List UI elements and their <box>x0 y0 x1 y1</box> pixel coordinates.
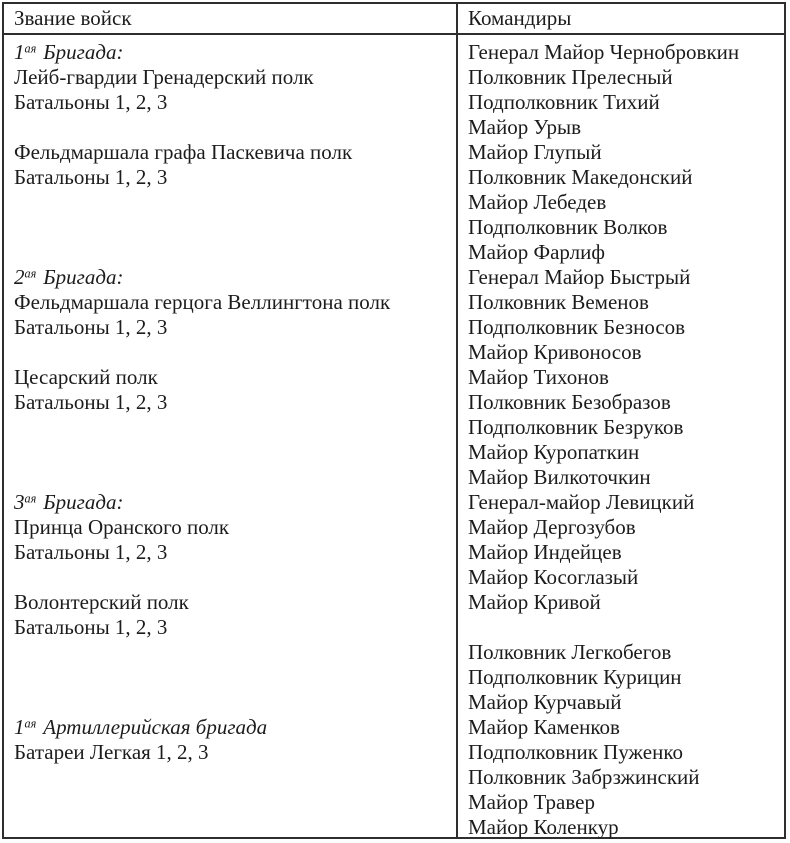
unit-line: $2^{ая}$ Бригада: <box>14 265 124 289</box>
unit-line <box>4 640 456 665</box>
commander-line: Майор Курчавый <box>468 690 622 714</box>
commander-line: Генерал Майор Быстрый <box>468 265 691 289</box>
commander-line: Подполковник Пуженко <box>468 740 683 764</box>
commander-line: Майор Индейцев <box>468 540 622 564</box>
order-of-battle-table <box>2 2 786 839</box>
unit-line <box>4 190 456 215</box>
commander-line: Полковник Забрзжинский <box>468 765 700 789</box>
table-body <box>4 35 784 837</box>
commander-line: Майор Травер <box>468 790 595 814</box>
commander-line: Генерал-майор Левицкий <box>468 490 695 514</box>
commander-line: Полковник Безобразов <box>468 390 671 414</box>
commander-line: Майор Каменков <box>468 715 620 739</box>
unit-line: Батальоны 1, 2, 3 <box>14 315 168 339</box>
commander-column <box>458 35 784 837</box>
commander-line: Подполковник Курицин <box>468 665 682 689</box>
unit-line: Батальоны 1, 2, 3 <box>14 540 168 564</box>
commander-line: Майор Фарлиф <box>468 240 605 264</box>
commander-line: Подполковник Безносов <box>468 315 686 339</box>
unit-line <box>4 465 456 490</box>
commander-line: Майор Куропаткин <box>468 440 640 464</box>
column-header-rank: Звание войск <box>4 4 458 33</box>
commander-line: Майор Урыв <box>468 115 582 139</box>
commander-line: Майор Глупый <box>468 140 602 164</box>
commander-line: Майор Тихонов <box>468 365 609 389</box>
unit-line <box>4 790 456 815</box>
commander-line: Подполковник Тихий <box>468 90 660 114</box>
unit-line <box>4 415 456 440</box>
commander-line: Генерал Майор Чернобровкин <box>468 40 740 64</box>
unit-line: $1^{ая}$ Артиллерийская бригада <box>14 715 268 739</box>
unit-line: Фельдмаршала герцога Веллингтона полк <box>14 290 391 314</box>
commander-line: Подполковник Волков <box>468 215 668 239</box>
commander-line: Майор Лебедев <box>468 190 607 214</box>
unit-line: Волонтерский полк <box>14 590 189 614</box>
unit-line <box>4 215 456 240</box>
unit-line: Батальоны 1, 2, 3 <box>14 165 168 189</box>
unit-line: Батальоны 1, 2, 3 <box>14 615 168 639</box>
unit-line <box>4 765 456 790</box>
unit-line: Цесарский полк <box>14 365 158 389</box>
commander-line: Майор Кривоносов <box>468 340 642 364</box>
unit-line: $3^{ая}$ Бригада: <box>14 490 124 514</box>
unit-line <box>4 565 456 590</box>
commander-line: Майор Косоглазый <box>468 565 639 589</box>
commander-line: Майор Дергозубов <box>468 515 636 539</box>
unit-line <box>4 690 456 715</box>
unit-line <box>4 815 456 840</box>
unit-line: Батальоны 1, 2, 3 <box>14 90 168 114</box>
table-header-row <box>4 4 784 35</box>
unit-line: Фельдмаршала графа Паскевича полк <box>14 140 353 164</box>
commander-line: Подполковник Безруков <box>468 415 684 439</box>
unit-line: $1^{ая}$ Бригада: <box>14 40 124 64</box>
commander-line: Полковник Веменов <box>468 290 649 314</box>
commander-line: Полковник Македонский <box>468 165 693 189</box>
unit-line <box>4 440 456 465</box>
unit-line: Лейб-гвардии Гренадерский полк <box>14 65 314 89</box>
commander-line: Полковник Легкобегов <box>468 640 672 664</box>
commander-line: Полковник Прелесный <box>468 65 673 89</box>
unit-line: Батальоны 1, 2, 3 <box>14 390 168 414</box>
unit-line <box>4 665 456 690</box>
unit-line: Принца Оранского полк <box>14 515 230 539</box>
commander-line: Майор Кривой <box>468 590 601 614</box>
commander-line: Майор Вилкоточкин <box>468 465 651 489</box>
rank-column <box>4 35 458 837</box>
commander-line <box>458 615 784 640</box>
unit-line: Батареи Легкая 1, 2, 3 <box>14 740 209 764</box>
unit-line <box>4 240 456 265</box>
commander-line: Майор Коленкур <box>468 815 619 839</box>
column-header-commanders: Командиры <box>468 6 572 30</box>
unit-line <box>4 115 456 140</box>
unit-line <box>4 340 456 365</box>
